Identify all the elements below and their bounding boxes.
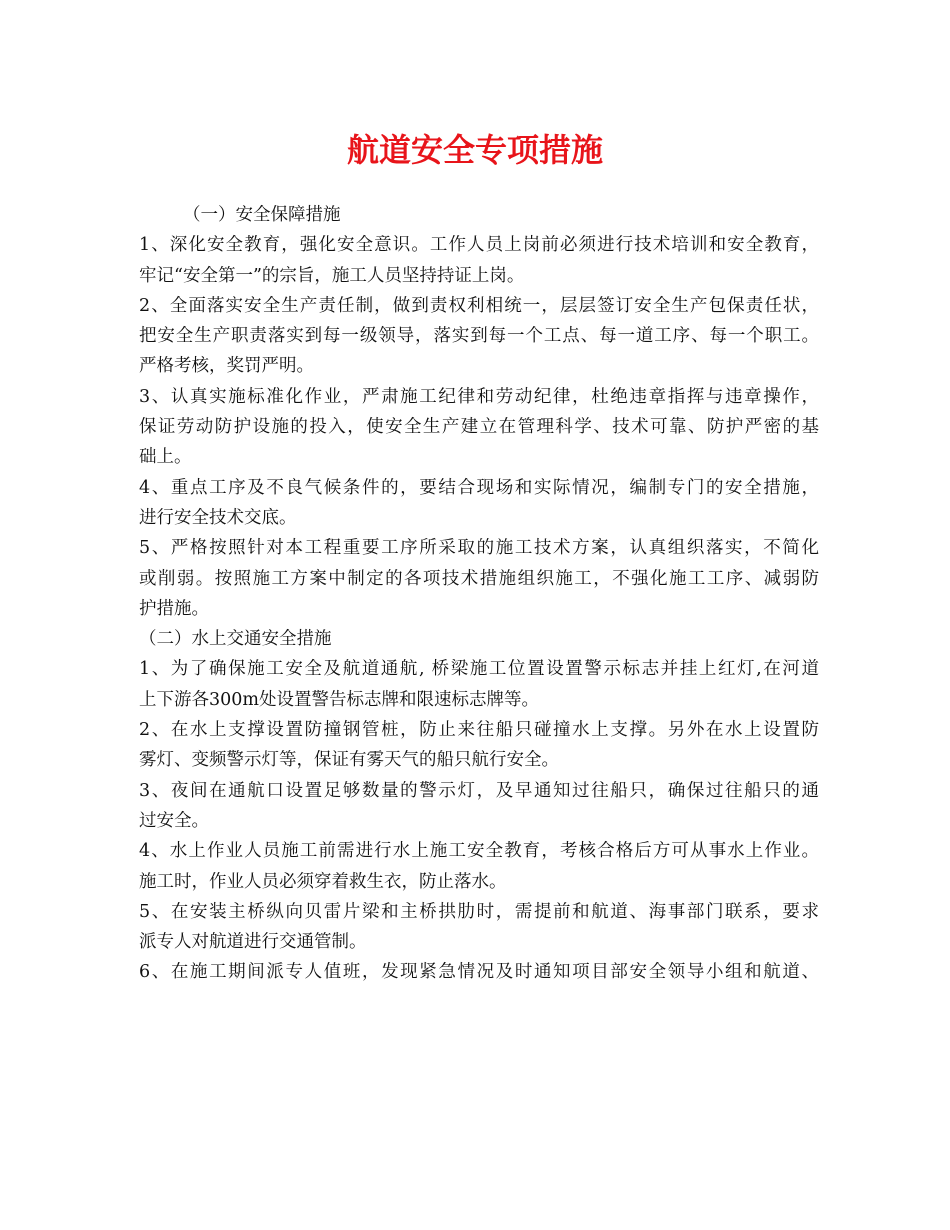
paragraph-line: 4、重点工序及不良气候条件的，要结合现场和实际情况，编制专门的安全措施， xyxy=(139,477,819,498)
paragraph-line: 上下游各300m处设置警告标志牌和限速标志牌等。 xyxy=(139,689,539,710)
document-title: 航道安全专项措施 xyxy=(346,131,603,169)
section-heading: （一）安全保障措施 xyxy=(183,205,341,225)
paragraph-line: 进行安全技术交底。 xyxy=(139,507,297,528)
paragraph-line: 牢记“安全第一”的宗旨，施工人员坚持持证上岗。 xyxy=(139,265,525,286)
paragraph-line: 过安全。 xyxy=(139,810,209,831)
paragraph-line: 6、在施工期间派专人值班，发现紧急情况及时通知项目部安全领导小组和航道、 xyxy=(139,962,819,983)
paragraph-line: 施工时，作业人员必须穿着救生衣，防止落水。 xyxy=(139,871,507,892)
paragraph-line: 严格考核，奖罚严明。 xyxy=(139,356,314,377)
paragraph-line: 2、在水上支撑设置防撞钢管桩，防止来往船只碰撞水上支撑。另外在水上设置防 xyxy=(139,720,819,741)
paragraph-line: 3、夜间在通航口设置足够数量的警示灯，及早通知过往船只，确保过往船只的通 xyxy=(139,780,819,801)
paragraph-line: 派专人对航道进行交通管制。 xyxy=(139,932,367,953)
paragraph-line: 1、为了确保施工安全及航道通航, 桥梁施工位置设置警示标志并挂上红灯,在河道 xyxy=(139,659,819,680)
paragraph-line: 1、深化安全教育，强化安全意识。工作人员上岗前必须进行技术培训和安全教育， xyxy=(139,235,819,256)
paragraph-line: 把安全生产职责落实到每一级领导，落实到每一个工点、每一道工序、每一个职工。 xyxy=(139,326,819,347)
paragraph-line: 护措施。 xyxy=(139,598,209,619)
document-body xyxy=(139,200,819,988)
paragraph-line: 保证劳动防护设施的投入，使安全生产建立在管理科学、技术可靠、防护严密的基 xyxy=(139,417,819,438)
paragraph-line: 4、水上作业人员施工前需进行水上施工安全教育，考核合格后方可从事水上作业。 xyxy=(139,841,819,862)
paragraph-line: 2、全面落实安全生产责任制，做到责权利相统一，层层签订安全生产包保责任状， xyxy=(139,295,819,316)
paragraph-line: 5、在安装主桥纵向贝雷片梁和主桥拱肋时，需提前和航道、海事部门联系，要求 xyxy=(139,901,819,922)
paragraph-line: 雾灯、变频警示灯等，保证有雾天气的船只航行安全。 xyxy=(139,750,559,771)
paragraph-line: 3、认真实施标准化作业，严肃施工纪律和劳动纪律，杜绝违章指挥与违章操作， xyxy=(139,386,819,407)
section-heading: （二）水上交通安全措施 xyxy=(139,629,332,650)
paragraph-line: 5、严格按照针对本工程重要工序所采取的施工技术方案，认真组织落实，不简化 xyxy=(139,538,819,559)
paragraph-line: 或削弱。按照施工方案中制定的各项技术措施组织施工，不强化施工工序、减弱防 xyxy=(139,568,819,589)
paragraph-line: 础上。 xyxy=(139,447,192,468)
